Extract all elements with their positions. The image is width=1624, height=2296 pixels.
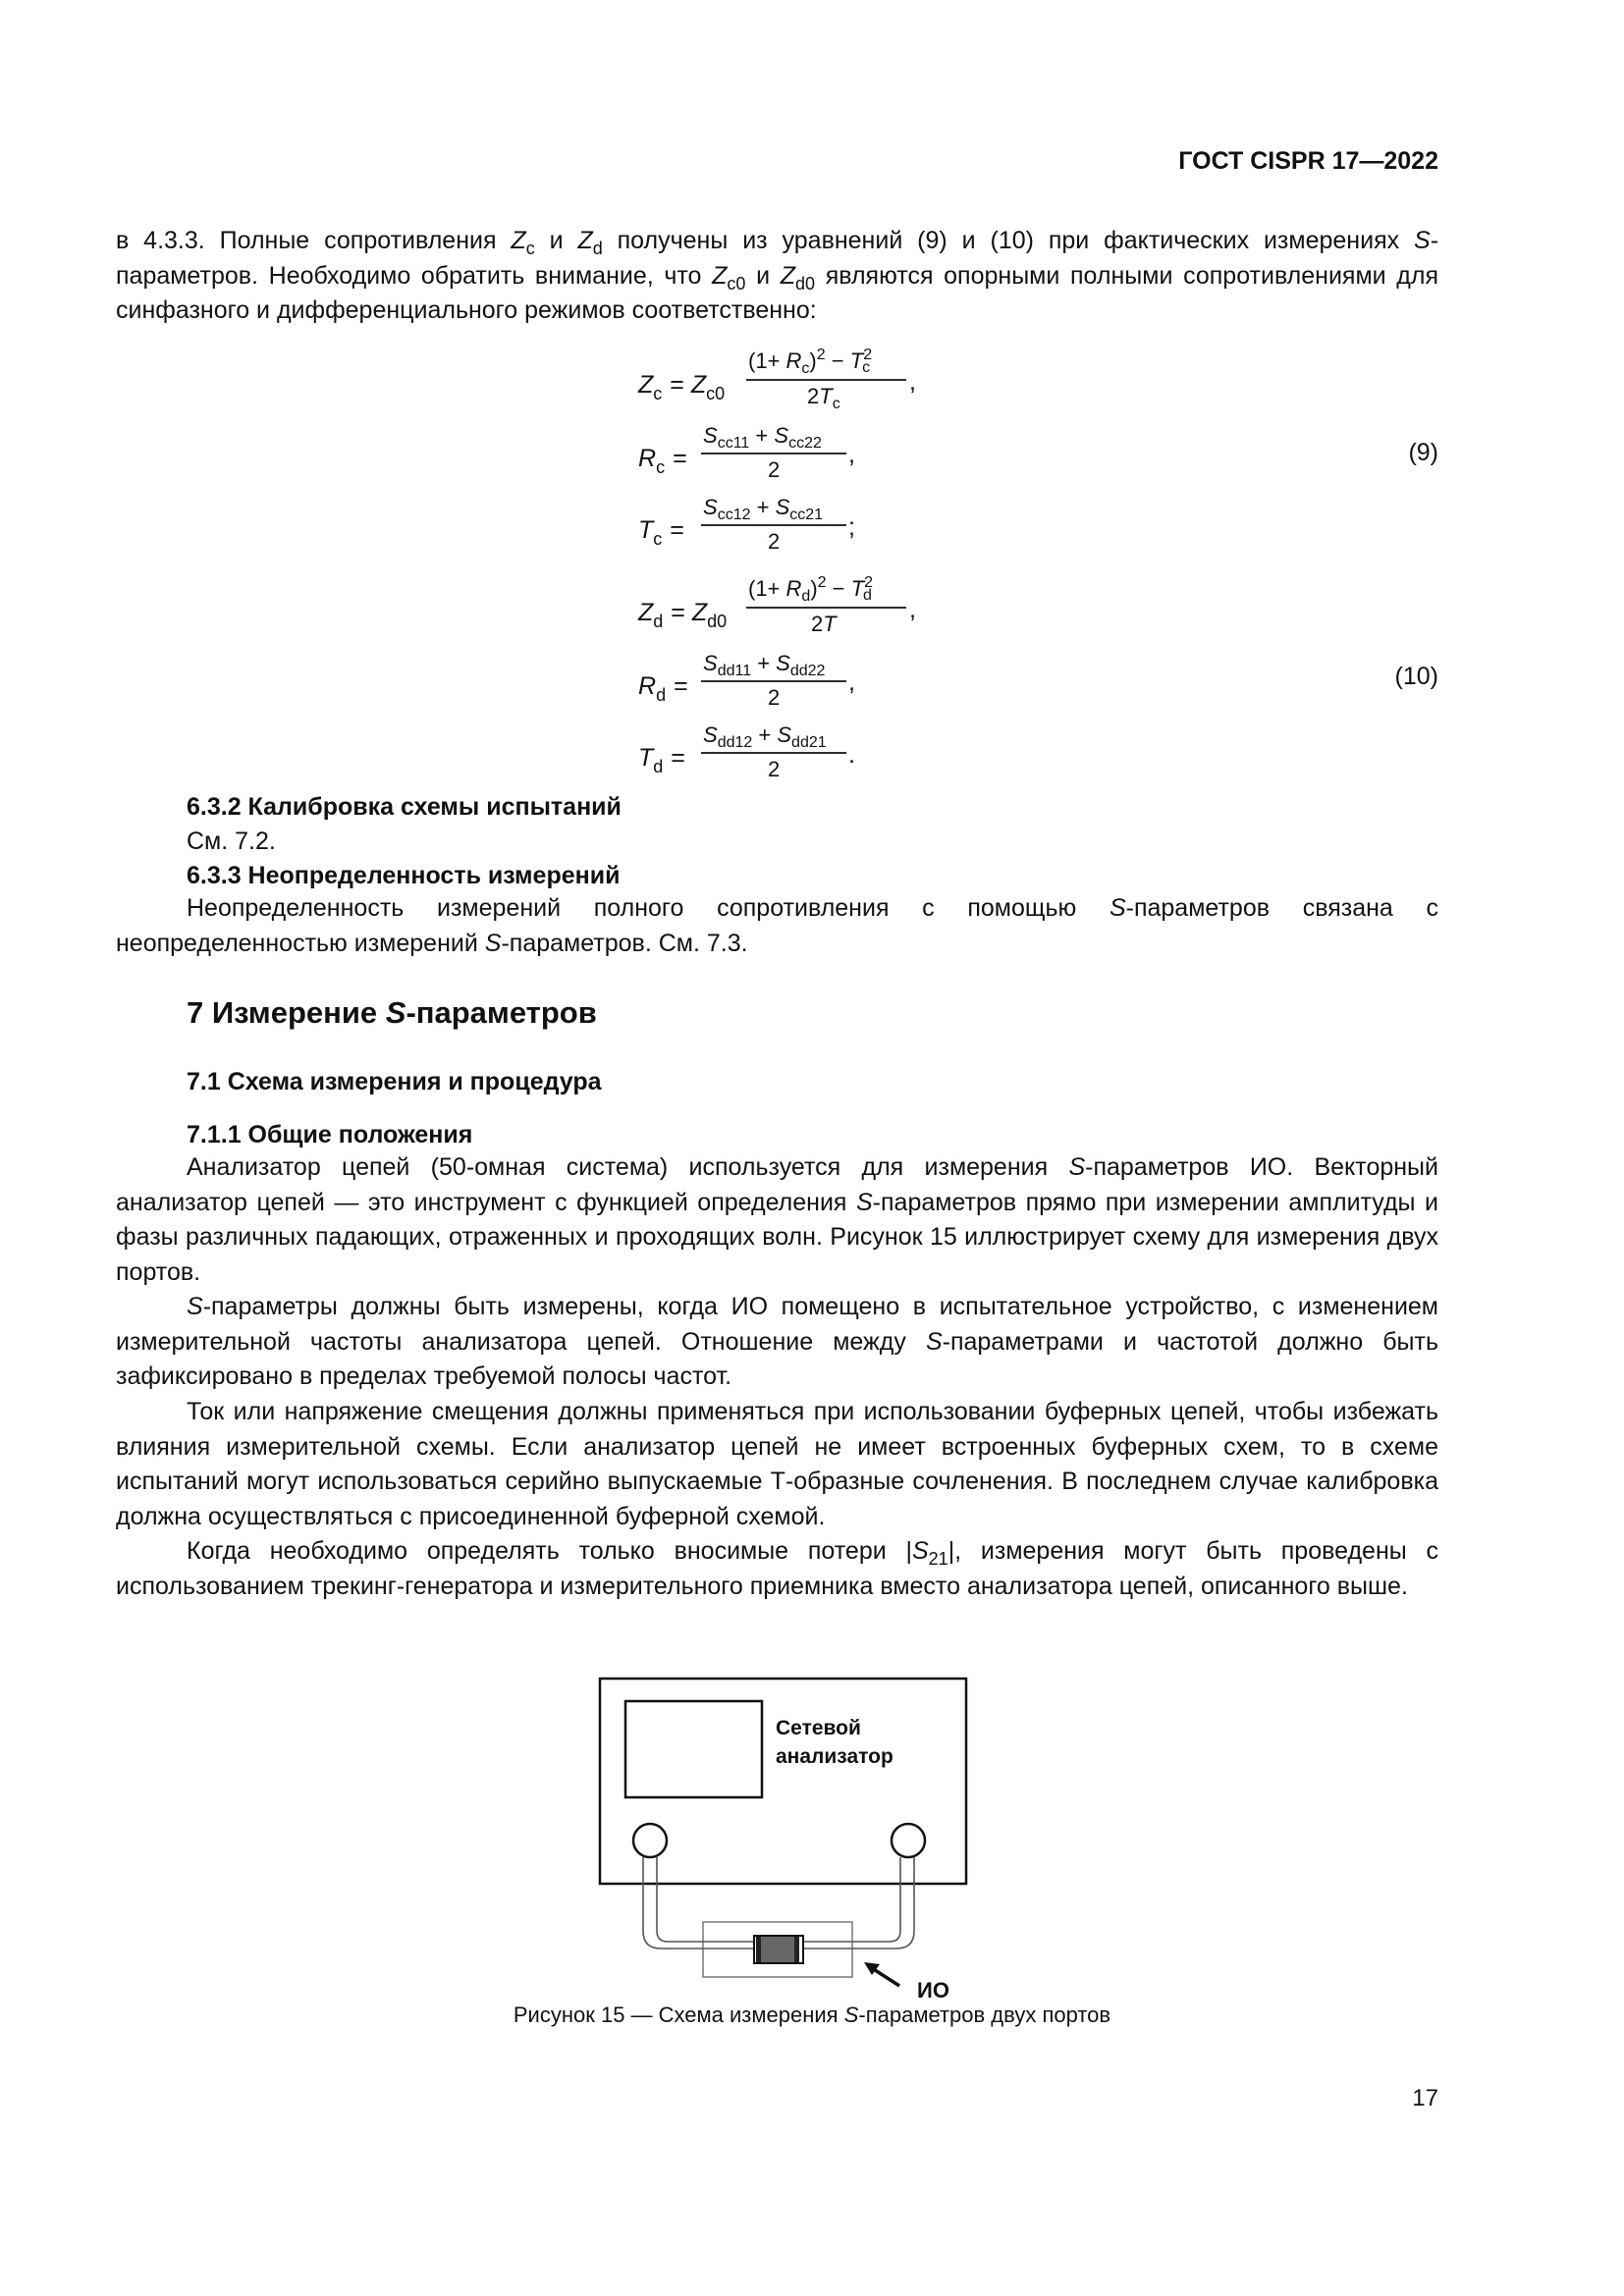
dut-label: ИО [917,1978,949,2002]
svg-text:.: . [848,741,855,769]
equation-10 [619,566,972,782]
svg-text:Zc= Zc0: $Z_c = Z_{c0}$ [638,371,726,403]
dut-arrow [872,1968,899,1986]
svg-text:,: , [848,668,855,696]
svg-text:2T: 2T [811,612,837,636]
network-analyzer-box [600,1679,966,1884]
svg-text:2: 2 [768,757,781,781]
svg-text:Rc=: $R_c$ = [638,445,687,477]
section-7-title: 7 Измерение S-параметров [187,995,597,1030]
paragraph-2: S-параметры должны быть измерены, когда ИО помещено в испытательное устройство, с изменением измерительной частоты анализатора цепей. Отношение между S-параметрами и частотой должно быть зафиксировано в пределах требуемой полосы частот. [116,1293,1438,1390]
section-7-1-title: 7.1 Схема измерения и процедура [187,1068,602,1095]
svg-text:Rd=: $R_d$ = [638,672,688,705]
section-6-3-2-text: См. 7.2. [187,828,276,855]
svg-text:(1+ Rd)2 − T2d: $(1+ R_d)^2 - T^2$ d [748,574,873,605]
equation-9 [619,339,972,555]
svg-text:,: , [848,441,855,468]
svg-text:2: 2 [768,457,781,482]
svg-text:2: 2 [768,685,781,710]
svg-text:Sdd11 + Sdd22: $S_{dd11} + S_{dd22}$ [703,651,826,679]
svg-text:2Tc: $2T_c$ [807,384,840,412]
svg-text:(1+ Rc)2 − T2c: $(1+ R_c)^2 - T^2$ c [748,347,873,377]
paragraph-3: Ток или напряжение смещения должны применяться при использовании буферных цепей, чтобы избежать влияния измерительной схемы. Если анализатор цепей не имеет встроенных буферных схем, то в схеме испытаний могут использоваться серийно выпускаемые Т-образные сочленения. В последнем случае калибровка должна осуществляться с присоединенной буферной схемой. [116,1398,1438,1530]
svg-text:Sdd12 + Sdd21: $S_{dd12} + S_{dd21}$ [703,722,827,751]
svg-text:Scc11 + Scc22: $S_{cc11} + S_{cc22}$ [703,423,822,452]
svg-text:Scc12 + Scc21: $S_{cc12} + S_{cc21}$ [703,495,824,523]
port-2 [892,1824,925,1857]
svg-text:Zd= Zd0: $Z_d = Z_{d0}$ [638,599,728,631]
intro-paragraph: в 4.3.3. Полные сопротивления $Z_c$ и $Z_d$ получены из уравнений (9) и (10) при фактических измерениях S-параметров. Необходимо обратить внимание, что $Z_{c0}$ и $Z_{d0}$ являются опорными полными сопротивлениями для синфазного и дифференциального режимов соответственно: [116,227,1439,324]
figure-15-caption: Рисунок 15 — Схема измерения S-параметров двух портов [513,2002,1111,2027]
section-7-1-1-title: 7.1.1 Общие положения [187,1121,473,1148]
page-number: 17 [1412,2085,1438,2111]
analyzer-screen [625,1701,762,1797]
svg-text:Tc=: $T_c$ = [638,516,684,549]
section-6-3-3-title: 6.3.3 Неопределенность измерений [187,862,621,889]
section-6-3-3-text: Неопределенность измерений полного сопротивления с помощью S-параметров связана с неопределенностью измерений S-параметров. См. 7.3. [116,894,1438,957]
analyzer-label-line2: анализатор [776,1745,893,1768]
svg-text:;: ; [848,513,855,541]
paragraph-4: Когда необходимо определять только вносимые потери $|S_{21}|$, измерения могут быть проведены с использованием трекинг-генератора и измерительного приемника вместо анализатора цепей, описанного выше. [116,1537,1438,1600]
svg-text:,: , [909,596,916,623]
section-6-3-2-title: 6.3.2 Калибровка схемы испытаний [187,793,622,821]
svg-text:Td=: $T_d$ = [638,744,685,776]
document-header: ГОСТ CISPR 17—2022 [1178,147,1438,175]
equation-number-10: (10) [1394,663,1438,690]
svg-text:,: , [909,368,916,396]
equation-number-9: (9) [1408,439,1438,466]
figure-15-diagram [589,1674,982,2002]
analyzer-label-line1: Сетевой [776,1717,861,1739]
port-1 [633,1824,667,1857]
svg-text:2: 2 [768,529,781,554]
paragraph-1: Анализатор цепей (50-омная система) используется для измерения S-параметров ИО. Векторный анализатор цепей — это инструмент с функцией определения S-параметров прямо при измерении амплитуды и фазы различных падающих, отраженных и проходящих волн. Рисунок 15 иллюстрирует схему для измерения двух портов. [116,1153,1438,1286]
